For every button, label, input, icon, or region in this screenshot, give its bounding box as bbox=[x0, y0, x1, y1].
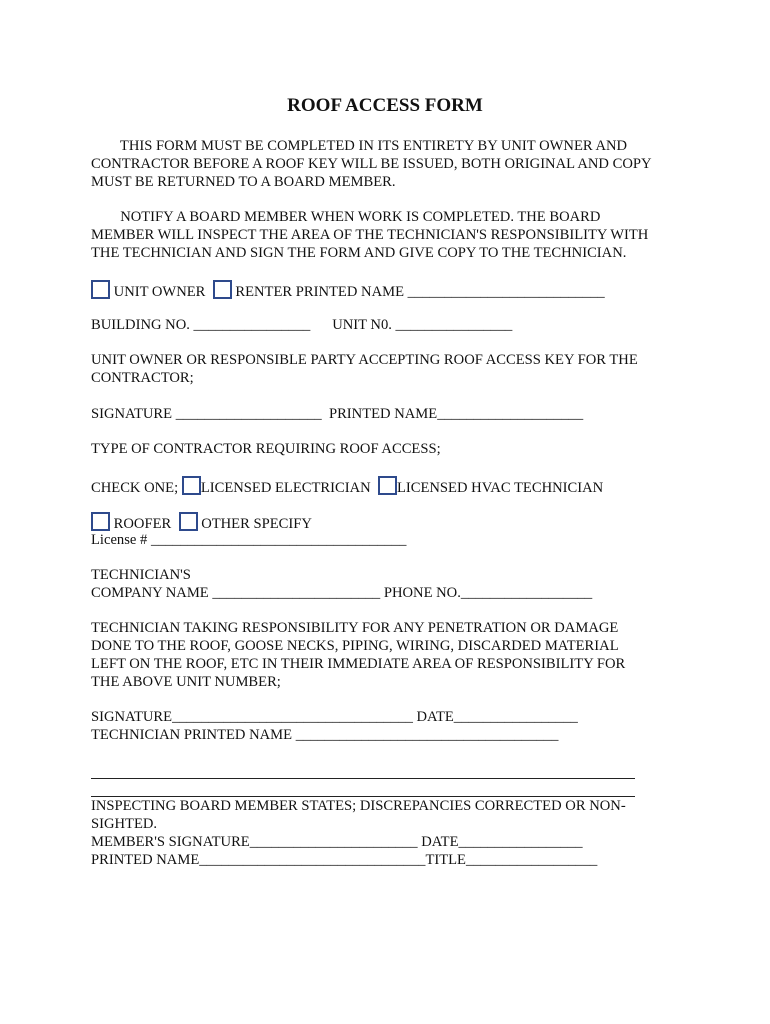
unit-owner-label: UNIT OWNER bbox=[113, 284, 206, 300]
intro-line-2: CONTRACTOR BEFORE A ROOF KEY WILL BE ISSUED, BOTH ORIGINAL AND COPY bbox=[91, 156, 652, 172]
responsibility-line-2: DONE TO THE ROOF, GOOSE NECKS, PIPING, WIRING, DISCARDED MATERIAL bbox=[91, 638, 619, 654]
building-unit-line: BUILDING NO. ________________ UNIT N0. ________________ bbox=[91, 317, 513, 333]
member-signature-line: MEMBER'S SIGNATURE_______________________ DATE_________________ bbox=[91, 834, 583, 850]
contractor-type-line: TYPE OF CONTRACTOR REQUIRING ROOF ACCESS; bbox=[91, 441, 441, 457]
notify-line-2: MEMBER WILL INSPECT THE AREA OF THE TECHNICIAN'S RESPONSIBILITY WITH bbox=[91, 227, 649, 243]
roofer-row bbox=[91, 512, 312, 533]
unit-owner-checkbox[interactable] bbox=[91, 280, 110, 299]
company-line-1: TECHNICIAN'S bbox=[91, 567, 191, 583]
licensed-electrician-label: LICENSED ELECTRICIAN bbox=[200, 480, 371, 496]
license-line: License # ___________________________________ bbox=[91, 532, 407, 548]
licensed-hvac-checkbox[interactable] bbox=[378, 476, 397, 495]
responsible-line-2: CONTRACTOR; bbox=[91, 370, 194, 386]
renter-checkbox[interactable] bbox=[213, 280, 232, 299]
inspect-line-2: SIGHTED. bbox=[91, 816, 158, 832]
responsibility-line-1: TECHNICIAN TAKING RESPONSIBILITY FOR ANY PENETRATION OR DAMAGE bbox=[91, 620, 619, 636]
licensed-hvac-label: LICENSED HVAC TECHNICIAN bbox=[396, 480, 604, 496]
responsibility-line-3: LEFT ON THE ROOF, ETC IN THEIR IMMEDIATE AREA OF RESPONSIBILITY FOR bbox=[91, 656, 626, 672]
notify-line-3: THE TECHNICIAN AND SIGN THE FORM AND GIVE COPY TO THE TECHNICIAN. bbox=[91, 245, 627, 261]
responsibility-line-4: THE ABOVE UNIT NUMBER; bbox=[91, 674, 281, 690]
intro-line-1: THIS FORM MUST BE COMPLETED IN ITS ENTIRETY BY UNIT OWNER AND bbox=[91, 138, 628, 154]
technician-signature-line: SIGNATURE_________________________________ DATE_________________ bbox=[91, 709, 578, 725]
licensed-electrician-checkbox[interactable] bbox=[182, 476, 201, 495]
renter-printed-name-label: RENTER PRINTED NAME ___________________________ bbox=[235, 284, 605, 300]
company-line-2: COMPANY NAME _______________________ PHONE NO.__________________ bbox=[91, 585, 593, 601]
inspect-line-1: INSPECTING BOARD MEMBER STATES; DISCREPANCIES CORRECTED OR NON- bbox=[91, 798, 626, 814]
member-printed-name-line: PRINTED NAME_______________________________TITLE__________________ bbox=[91, 852, 598, 868]
owner-row bbox=[91, 280, 605, 301]
technician-printed-name-line: TECHNICIAN PRINTED NAME ____________________________________ bbox=[91, 727, 559, 743]
blank-rule-1 bbox=[91, 778, 635, 779]
notify-line-1: NOTIFY A BOARD MEMBER WHEN WORK IS COMPLETED. THE BOARD bbox=[91, 209, 601, 225]
owner-signature-line: SIGNATURE ____________________ PRINTED NAME____________________ bbox=[91, 406, 584, 422]
other-specify-checkbox[interactable] bbox=[179, 512, 198, 531]
roofer-checkbox[interactable] bbox=[91, 512, 110, 531]
page-title: ROOF ACCESS FORM bbox=[287, 95, 483, 116]
roofer-label: ROOFER bbox=[113, 516, 172, 532]
check-one-label: CHECK ONE; bbox=[91, 480, 179, 496]
check-one-row bbox=[91, 476, 603, 497]
intro-line-3: MUST BE RETURNED TO A BOARD MEMBER. bbox=[91, 174, 396, 190]
other-specify-label: OTHER SPECIFY bbox=[201, 516, 312, 532]
responsible-line-1: UNIT OWNER OR RESPONSIBLE PARTY ACCEPTING ROOF ACCESS KEY FOR THE bbox=[91, 352, 638, 368]
